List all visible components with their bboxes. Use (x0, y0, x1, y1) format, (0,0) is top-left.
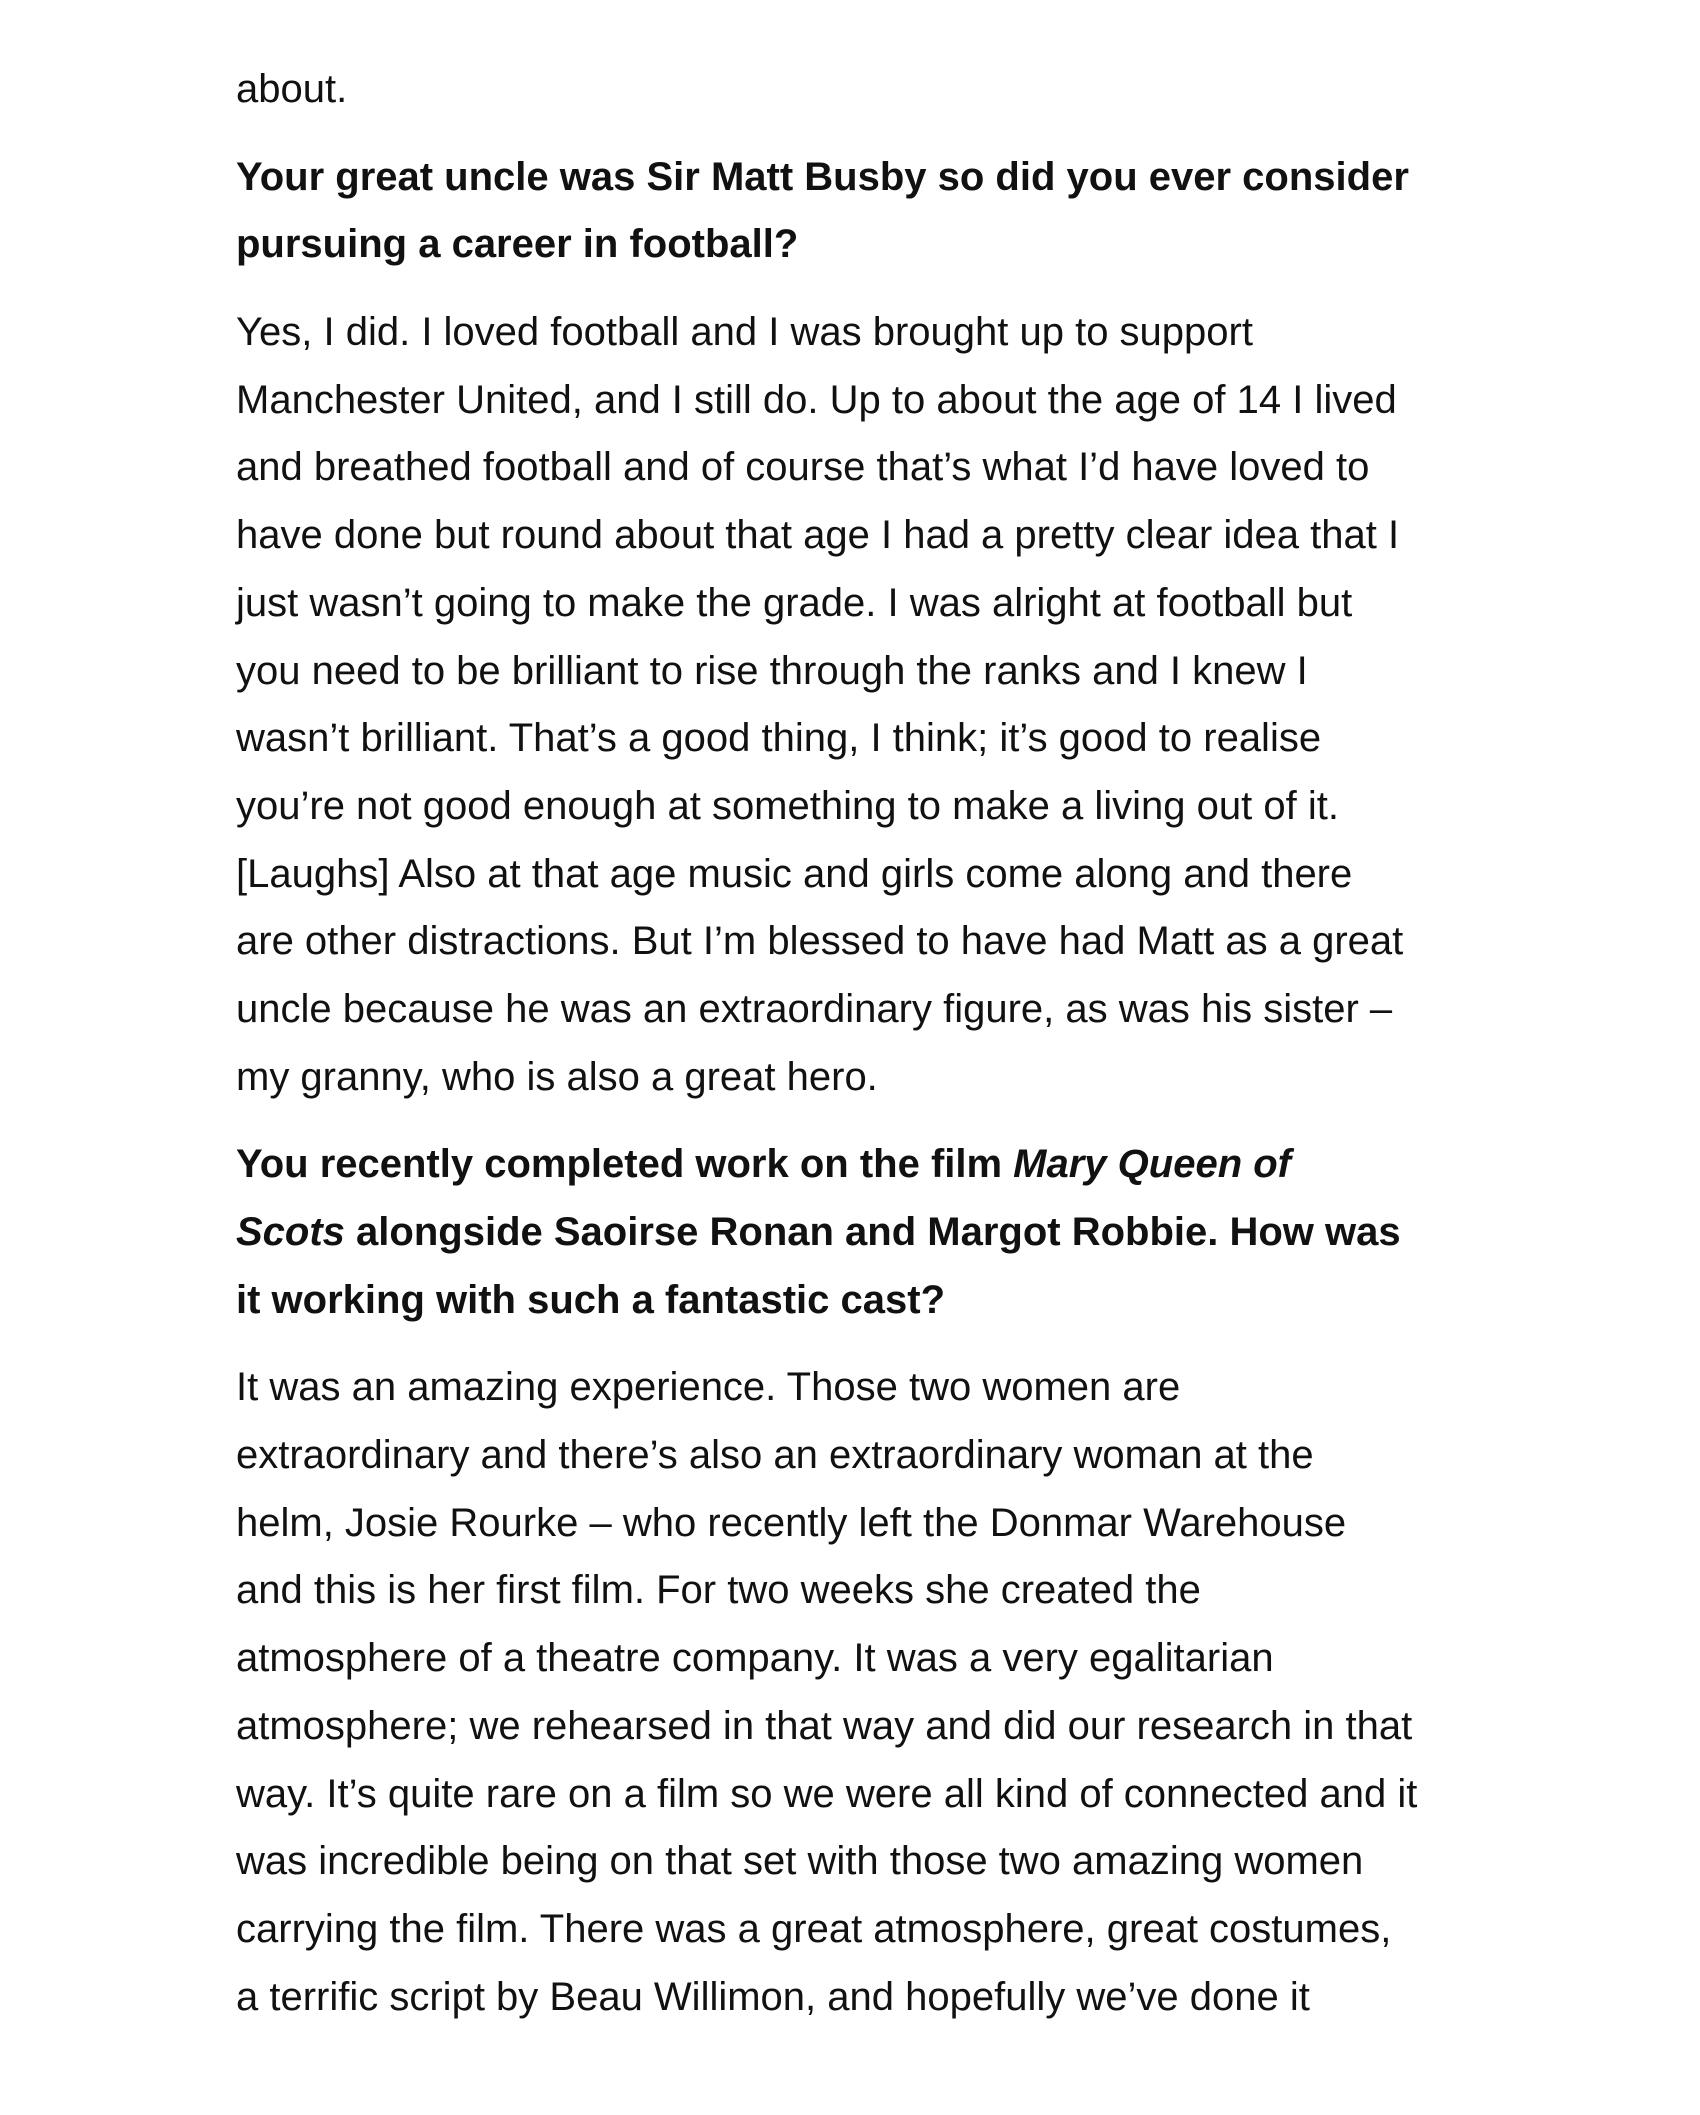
question-text: alongside Saoirse Ronan and Margot Robbie. How was (344, 1210, 1401, 1254)
answer-line: atmosphere of a theatre company. It was a very egalitarian (236, 1636, 1274, 1681)
question-text: You recently completed work on the film (236, 1142, 1014, 1187)
answer-line: you’re not good enough at something to make a living out of it. (236, 783, 1339, 828)
answer-line: helm, Josie Rourke – who recently left the Donmar Warehouse (236, 1500, 1347, 1545)
answer-line: atmosphere; we rehearsed in that way and did our research in that (236, 1703, 1413, 1748)
answer-line: have done but round about that age I had a pretty clear idea that I (236, 513, 1400, 558)
answer-line: wasn’t brilliant. That’s a good thing, I think; it’s good to realise (236, 716, 1322, 761)
document-page (236, 56, 1516, 2031)
question-1 (236, 144, 1516, 279)
answer-line: carrying the film. There was a great atmosphere, great costumes, (236, 1906, 1392, 1951)
film-title: Mary Queen of (1013, 1142, 1292, 1187)
answer-2 (236, 1354, 1516, 2031)
question-2 (236, 1131, 1516, 1334)
text-line: about. (236, 67, 348, 111)
answer-line: [Laughs] Also at that age music and girls come along and there (236, 851, 1353, 896)
question-line: Your great uncle was Sir Matt Busby so did you ever consider (236, 154, 1409, 199)
answer-line: and breathed football and of course that’s what I’d have loved to (236, 445, 1370, 490)
question-line (236, 1131, 1516, 1199)
question-line (236, 1199, 1516, 1267)
answer-line: was incredible being on that set with those two amazing women (236, 1839, 1364, 1884)
intro-paragraph-tail (236, 56, 1516, 124)
question-line: it working with such a fantastic cast? (236, 1277, 946, 1322)
film-title: Scots (236, 1210, 345, 1254)
answer-line: a terrific script by Beau Willimon, and hopefully we’ve done it (236, 1974, 1310, 2019)
answer-line: are other distractions. But I’m blessed to have had Matt as a great (236, 919, 1404, 964)
answer-line: just wasn’t going to make the grade. I was alright at football but (236, 580, 1353, 625)
answer-line: my granny, who is also a great hero. (236, 1054, 878, 1099)
answer-line: way. It’s quite rare on a film so we were all kind of connected and it (236, 1771, 1418, 1816)
answer-line: extraordinary and there’s also an extraordinary woman at the (236, 1433, 1314, 1478)
answer-line: Yes, I did. I loved football and I was brought up to support (236, 310, 1253, 355)
answer-line: and this is her first film. For two weeks she created the (236, 1568, 1201, 1613)
answer-line: Manchester United, and I still do. Up to about the age of 14 I lived (236, 377, 1397, 422)
answer-line: you need to be brilliant to rise through the ranks and I knew I (236, 648, 1308, 693)
question-line: pursuing a career in football? (236, 222, 799, 267)
answer-line: uncle because he was an extraordinary figure, as was his sister – (236, 986, 1393, 1031)
answer-line: It was an amazing experience. Those two women are (236, 1365, 1181, 1410)
answer-1 (236, 299, 1516, 1111)
